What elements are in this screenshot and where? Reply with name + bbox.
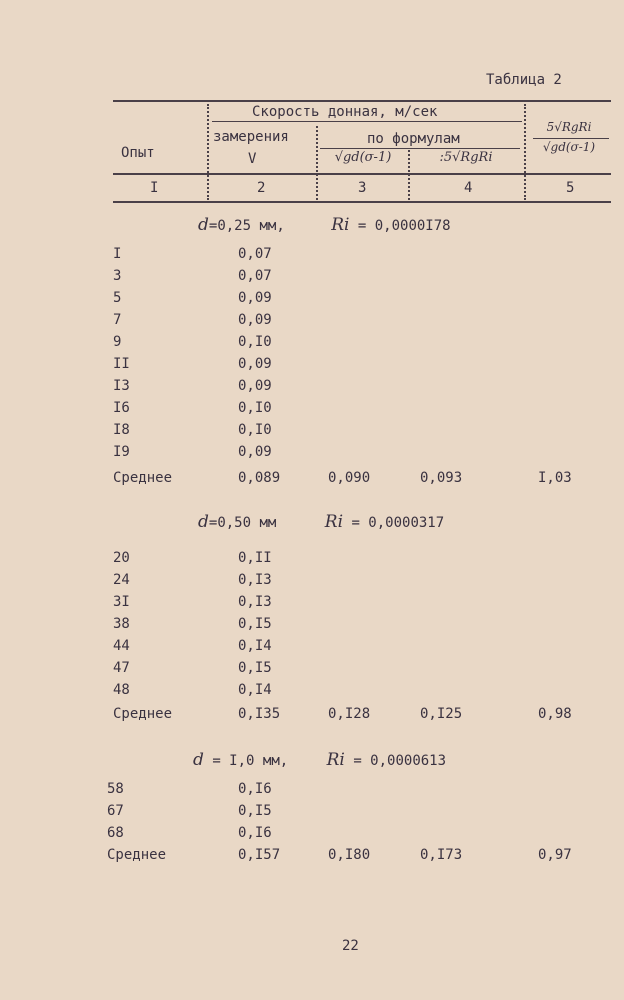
header-group-title: Скорость донная, м/сек [252,104,438,120]
table-row: 3 0,07 [113,268,272,284]
ri-symbol: Ri [326,750,345,770]
d-symbol: d [193,750,204,770]
header-top-rule [113,100,611,102]
d-value: =0,25 мм, [208,218,285,234]
ri-value: = 0,0000613 [353,753,447,769]
ri-symbol: Ri [331,215,350,235]
ri-symbol: Ri [324,512,344,532]
header-formulas-underline [320,148,520,149]
header-bottom-rule [113,201,611,203]
col-number-5: 5 [566,180,575,196]
col-number-3: 3 [358,180,367,196]
header-mid-rule [113,173,611,175]
section-2-params [198,512,444,532]
formula-col4: :5√RgRi [439,150,493,165]
d-symbol: d [198,215,209,235]
table-row: 47 0,I5 [113,660,272,676]
d-value: =0,50 мм [208,515,277,531]
table-row: I6 0,I0 [113,400,272,416]
col-number-4: 4 [464,180,473,196]
ri-value: = 0,0000I78 [357,218,451,234]
header-group-underline [212,121,522,122]
table-row: 9 0,I0 [113,334,272,350]
col-separator [524,104,526,200]
header-col-measured-symbol: V [248,151,257,167]
d-symbol: d [198,512,209,532]
formula-col3: √gd(σ-1) [334,150,392,165]
table-row: 24 0,I3 [113,572,272,588]
header-col-measured: замерения [213,129,289,145]
col-separator [207,104,209,200]
average-row: Среднее 0,089 0,090 0,093 I,03 [113,470,572,486]
header-col-trial: Опыт [121,145,155,161]
col-number-2: 2 [257,180,266,196]
table-row: I9 0,09 [113,444,272,460]
average-row: Среднее 0,I57 0,I80 0,I73 0,97 [107,847,572,863]
table-row: I8 0,I0 [113,422,272,438]
table-row: I 0,07 [113,246,272,262]
header-formulas: по формулам [367,131,460,147]
table-row: 3I 0,I3 [113,594,272,610]
table-row: 7 0,09 [113,312,272,328]
section-1-params [198,215,451,235]
d-value: = I,0 мм, [212,753,289,769]
table-row: 67 0,I5 [107,803,272,819]
table-row: 5 0,09 [113,290,272,306]
formula-col5-denominator: √gd(σ-1) [542,140,596,154]
table-row: 20 0,II [113,550,272,566]
formula-col5-fraction-bar [533,138,609,139]
section-3-params [193,750,446,770]
average-row: Среднее 0,I35 0,I28 0,I25 0,98 [113,706,572,722]
table-row: II 0,09 [113,356,272,372]
page-number: 22 [342,938,359,954]
table-row: 38 0,I5 [113,616,272,632]
table-row: I3 0,09 [113,378,272,394]
table-row: 48 0,I4 [113,682,272,698]
col-number-1: I [150,180,159,196]
formula-col5-numerator: 5√RgRi [546,120,592,134]
table-row: 68 0,I6 [107,825,272,841]
table-label: Таблица 2 [486,72,562,88]
table-row: 58 0,I6 [107,781,272,797]
table-row: 44 0,I4 [113,638,272,654]
ri-value: = 0,0000317 [351,515,445,531]
